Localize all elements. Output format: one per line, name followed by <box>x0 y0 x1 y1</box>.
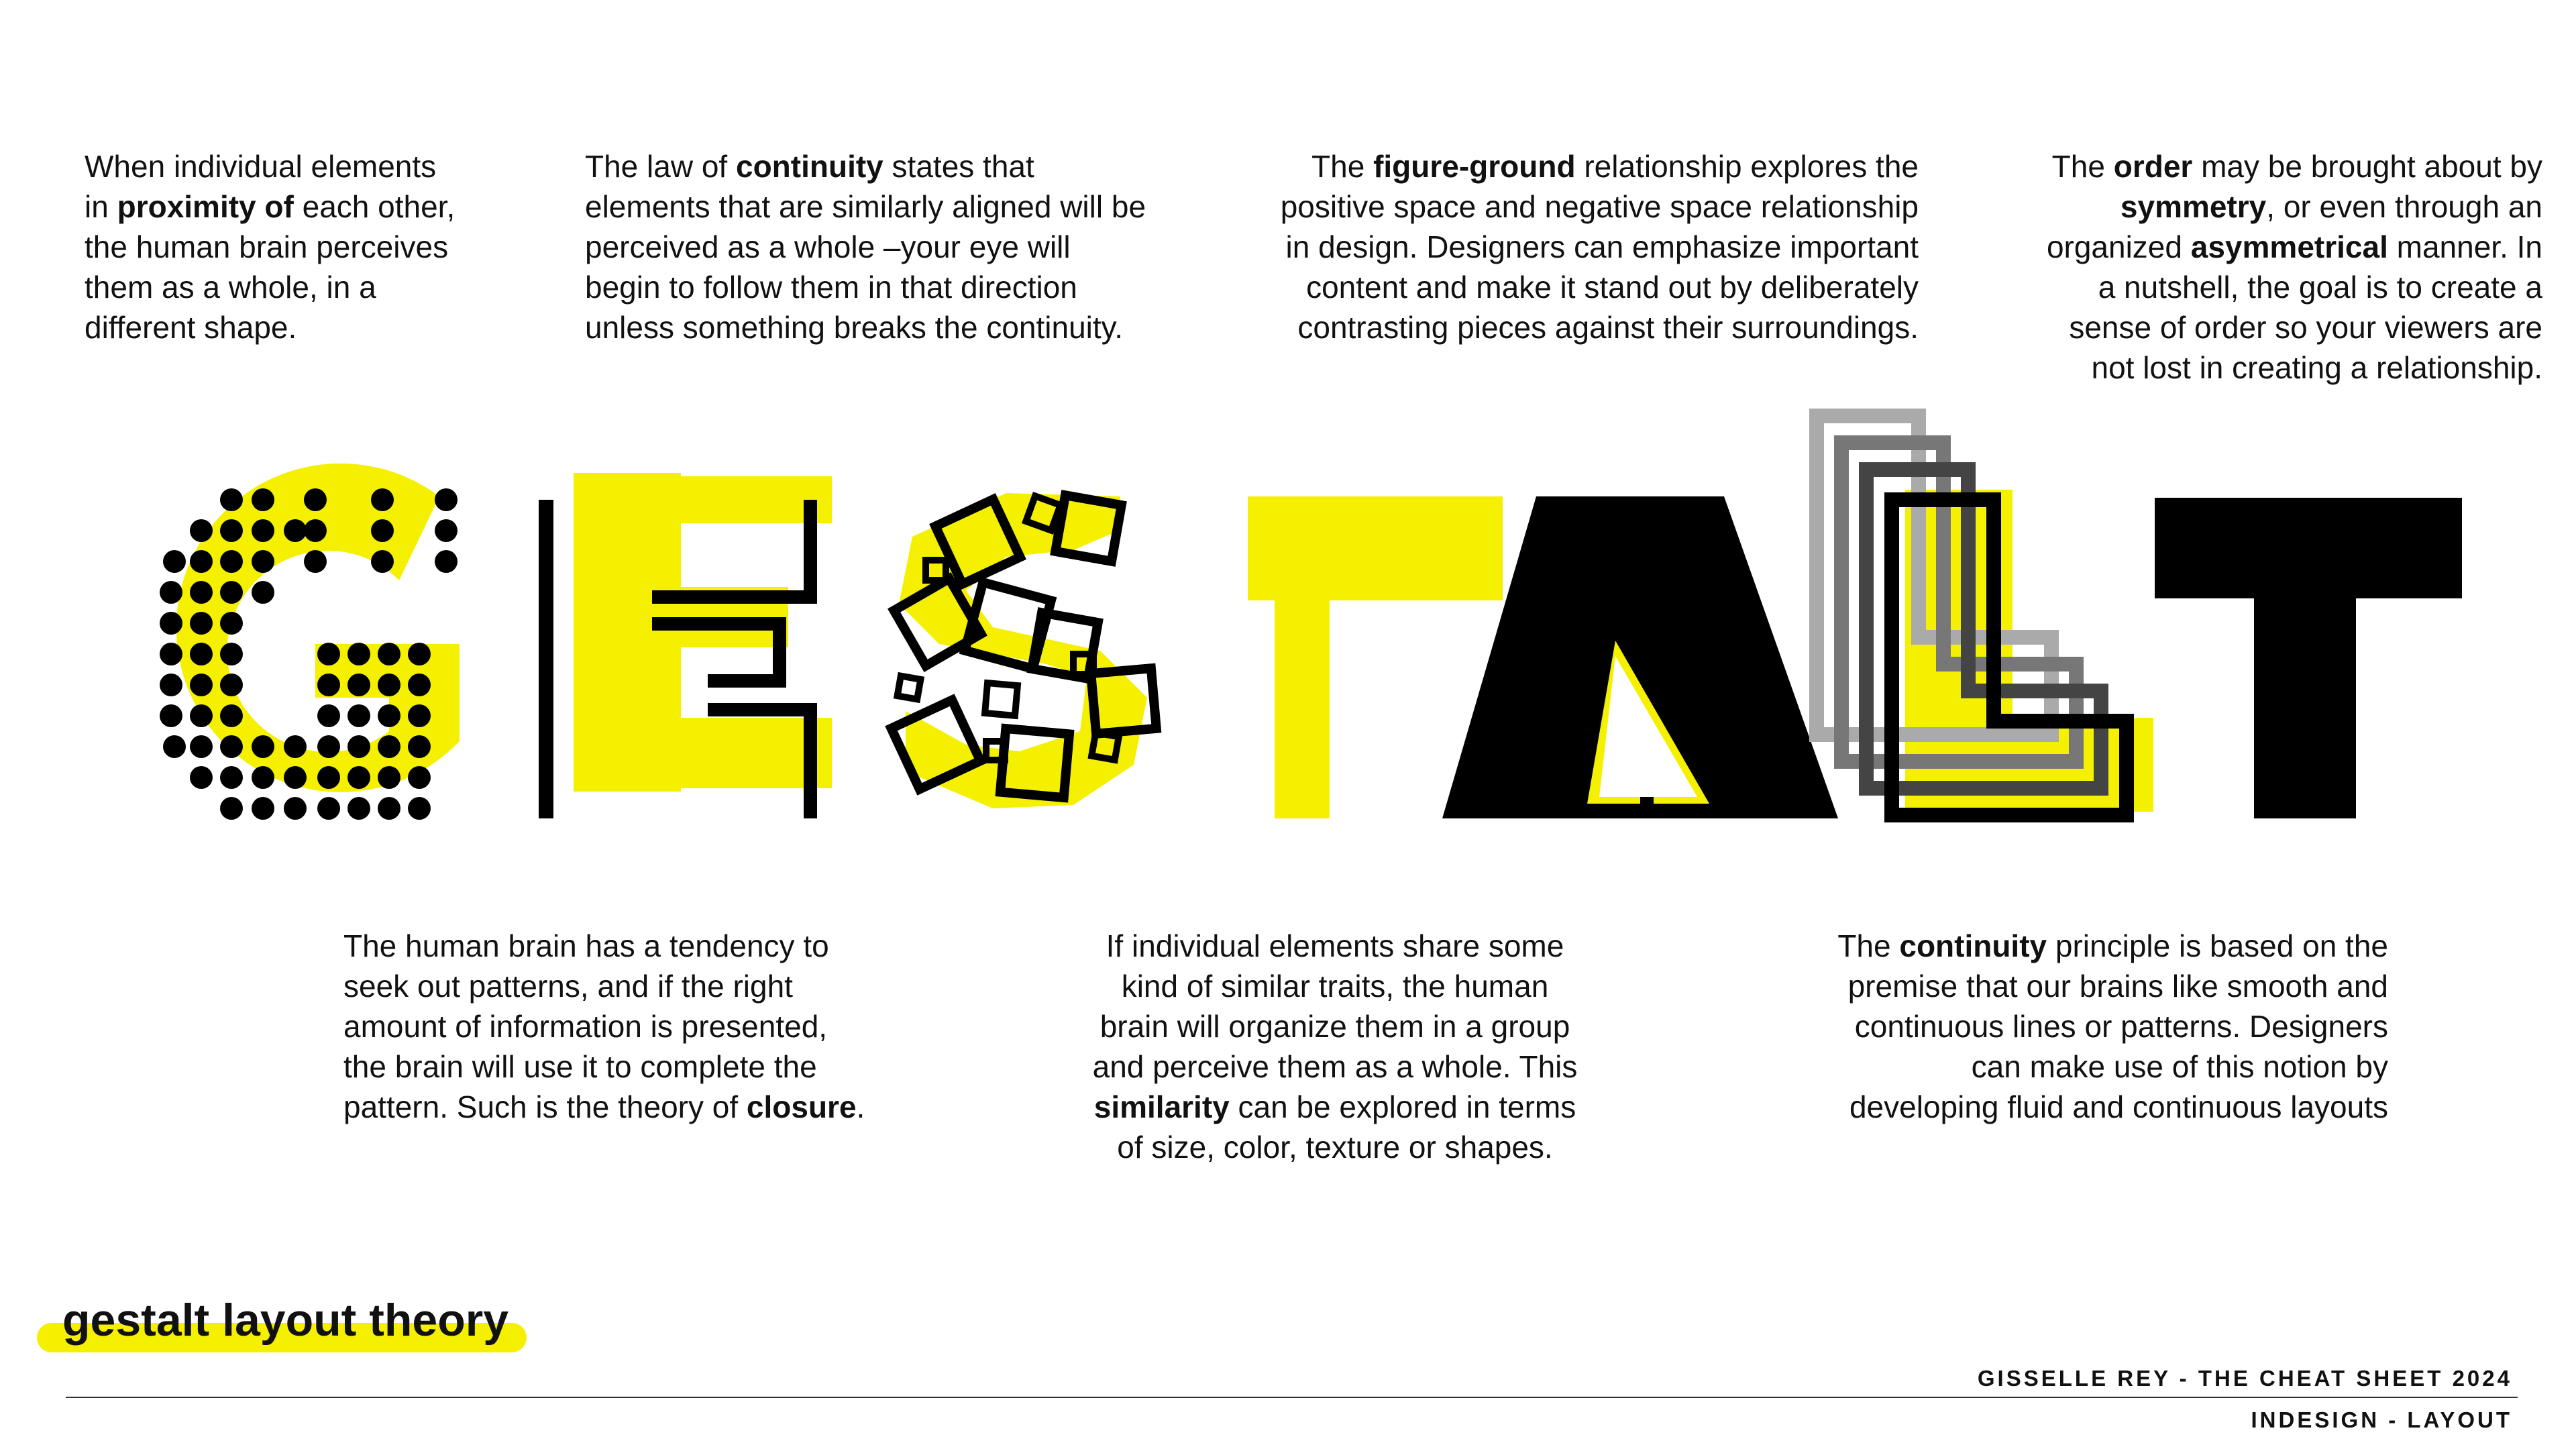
proximity-dot <box>190 612 213 635</box>
proximity-dot <box>408 643 431 665</box>
proximity-dot <box>163 735 186 758</box>
closure-paragraph <box>343 926 947 1127</box>
proximity-dot <box>347 643 370 665</box>
text-line: continuous lines or patterns. Designers <box>1854 1009 2388 1044</box>
proximity-dot <box>220 704 243 727</box>
proximity-dot <box>408 735 431 758</box>
proximity-dot <box>190 766 213 789</box>
proximity-dot <box>220 550 243 573</box>
text-line: may be brought about by <box>2192 149 2542 184</box>
proximity-dot <box>220 612 243 635</box>
footer-credit: GISSELLE REY - THE CHEAT SHEET 2024 <box>1977 1366 2512 1391</box>
keyword-proximity: proximity of <box>117 189 294 224</box>
proximity-dot <box>284 735 307 758</box>
text-line: brain will organize them in a group <box>1099 1009 1570 1044</box>
proximity-dot <box>160 674 182 696</box>
proximity-dot <box>252 766 274 789</box>
proximity-dot <box>190 643 213 665</box>
proximity-dot <box>220 674 243 696</box>
proximity-dot <box>371 519 394 542</box>
proximity-dot <box>347 704 370 727</box>
proximity-dot <box>435 488 458 511</box>
similarity-square <box>898 676 921 700</box>
proximity-paragraph <box>85 146 514 347</box>
proximity-dot <box>317 766 340 789</box>
proximity-dot <box>220 797 243 820</box>
proximity-dot <box>378 704 400 727</box>
proximity-dot <box>252 519 274 542</box>
proximity-dot <box>304 519 327 542</box>
text-line: not lost in creating a relationship. <box>2091 350 2542 385</box>
proximity-dot <box>317 797 340 820</box>
text-line: them as a whole, in a <box>85 270 376 305</box>
continuity-bottom-paragraph <box>1731 926 2388 1127</box>
proximity-dot <box>378 643 400 665</box>
keyword-asymmetrical: asymmetrical <box>2190 229 2388 264</box>
letter-s-similarity <box>892 493 1157 808</box>
text-line: amount of information is presented, <box>343 1009 828 1044</box>
proximity-dot <box>252 581 274 604</box>
proximity-dot <box>371 550 394 573</box>
text-line: of size, color, texture or shapes. <box>1117 1130 1553 1165</box>
proximity-dot <box>160 704 182 727</box>
letter-t-stem <box>1275 590 1330 818</box>
letter-a-black-divider <box>1640 797 1654 818</box>
letter-e-black-spine <box>539 500 553 818</box>
text-line: elements that are similarly aligned will be <box>585 189 1146 224</box>
letter-t-bar <box>1248 496 1503 600</box>
proximity-dot <box>160 581 182 604</box>
text-line: kind of similar traits, the human <box>1121 969 1549 1004</box>
text-line: developing fluid and continuous layouts <box>1849 1089 2388 1124</box>
text-line: principle is based on the <box>2047 928 2388 963</box>
proximity-dot <box>408 674 431 696</box>
letter-t-black-stem <box>2254 590 2356 818</box>
proximity-dot <box>317 704 340 727</box>
text-line: premise that our brains like smooth and <box>1847 969 2388 1004</box>
proximity-dot <box>220 735 243 758</box>
proximity-dot <box>190 674 213 696</box>
letter-t-black-bar <box>2155 498 2462 598</box>
keyword-figure-ground: figure-ground <box>1373 149 1576 184</box>
letter-l-continuity <box>1817 416 2153 815</box>
proximity-dot <box>347 674 370 696</box>
proximity-dot <box>252 488 274 511</box>
proximity-dot <box>163 550 186 573</box>
proximity-dot <box>378 766 400 789</box>
page-title: gestalt layout theory <box>62 1295 509 1346</box>
text-line: The <box>2051 149 2114 184</box>
text-line: contrasting pieces against their surroundings. <box>1297 310 1919 345</box>
keyword-continuity: continuity <box>1899 928 2047 963</box>
gestalt-word-art <box>0 402 2576 845</box>
proximity-dot <box>408 766 431 789</box>
proximity-dot <box>220 643 243 665</box>
similarity-paragraph <box>1053 926 1617 1167</box>
proximity-dot <box>252 797 274 820</box>
footer-divider <box>66 1397 2518 1398</box>
proximity-dot <box>304 488 327 511</box>
text-line: different shape. <box>85 310 297 345</box>
title-block <box>37 1288 547 1362</box>
text-line: can make use of this notion by <box>1971 1049 2388 1084</box>
proximity-dot <box>160 643 182 665</box>
footer-section: INDESIGN - LAYOUT <box>2251 1407 2512 1432</box>
text-line: can be explored in terms <box>1229 1089 1576 1124</box>
text-line: begin to follow them in that direction <box>585 270 1077 305</box>
letter-e-closure <box>539 473 832 818</box>
text-line: , or even through an <box>2266 189 2542 224</box>
keyword-order: order <box>2113 149 2193 184</box>
proximity-dot <box>304 550 327 573</box>
text-line: pattern. Such is the theory of <box>343 1089 747 1124</box>
figure-ground-paragraph <box>1208 146 1919 347</box>
keyword-continuity: continuity <box>736 149 883 184</box>
text-line: the brain will use it to complete the <box>343 1049 817 1084</box>
text-line: perceived as a whole –your eye will <box>585 229 1071 264</box>
proximity-dot <box>284 797 307 820</box>
proximity-dot <box>252 735 274 758</box>
proximity-dot <box>220 766 243 789</box>
text-line: unless something breaks the continuity. <box>585 310 1124 345</box>
text-line: positive space and negative space relationship <box>1280 189 1919 224</box>
text-line: . <box>856 1089 865 1124</box>
text-line: sense of order so your viewers are <box>2069 310 2542 345</box>
keyword-similarity: similarity <box>1093 1089 1230 1124</box>
proximity-dot <box>408 704 431 727</box>
proximity-dot <box>371 488 394 511</box>
proximity-dot <box>252 550 274 573</box>
continuity-top-paragraph <box>585 146 1229 347</box>
proximity-dot <box>435 519 458 542</box>
text-line: states that <box>883 149 1034 184</box>
text-line: in <box>85 189 117 224</box>
letter-g-proximity <box>160 464 460 820</box>
proximity-dot <box>190 735 213 758</box>
proximity-dot <box>435 550 458 573</box>
text-line: content and make it stand out by deliberately <box>1306 270 1919 305</box>
proximity-dot <box>347 797 370 820</box>
text-line: each other, <box>293 189 455 224</box>
text-line: and perceive them as a whole. This <box>1092 1049 1578 1084</box>
text-line: the human brain perceives <box>85 229 449 264</box>
text-line: in design. Designers can emphasize important <box>1285 229 1919 264</box>
text-line: manner. In <box>2387 229 2542 264</box>
order-paragraph <box>1966 146 2542 388</box>
proximity-dot <box>378 735 400 758</box>
proximity-dot <box>317 674 340 696</box>
text-line: organized <box>2046 229 2191 264</box>
proximity-dot <box>317 735 340 758</box>
text-line: The <box>1837 928 1900 963</box>
text-line: a nutshell, the goal is to create a <box>2098 270 2542 305</box>
proximity-dot <box>347 735 370 758</box>
proximity-dot <box>317 643 340 665</box>
proximity-dot <box>160 612 182 635</box>
text-line: The law of <box>585 149 736 184</box>
proximity-dot <box>190 704 213 727</box>
keyword-symmetry: symmetry <box>2120 189 2267 224</box>
proximity-dot <box>190 550 213 573</box>
proximity-dot <box>190 519 213 542</box>
proximity-dot <box>190 581 213 604</box>
text-line: relationship explores the <box>1575 149 1919 184</box>
proximity-dot <box>284 766 307 789</box>
text-line: If individual elements share some <box>1106 928 1564 963</box>
text-line: seek out patterns, and if the right <box>343 969 793 1004</box>
keyword-closure: closure <box>746 1089 857 1124</box>
proximity-dot <box>378 674 400 696</box>
proximity-dot <box>220 519 243 542</box>
proximity-dot <box>378 797 400 820</box>
proximity-dot <box>347 766 370 789</box>
text-line: The <box>1311 149 1374 184</box>
similarity-square <box>985 683 1018 716</box>
proximity-dot <box>284 519 307 542</box>
proximity-dot <box>408 797 431 820</box>
text-line: The human brain has a tendency to <box>343 928 829 963</box>
proximity-dot <box>220 581 243 604</box>
letter-t-black <box>2155 498 2462 818</box>
proximity-dot <box>220 488 243 511</box>
text-line: When individual elements <box>85 149 437 184</box>
